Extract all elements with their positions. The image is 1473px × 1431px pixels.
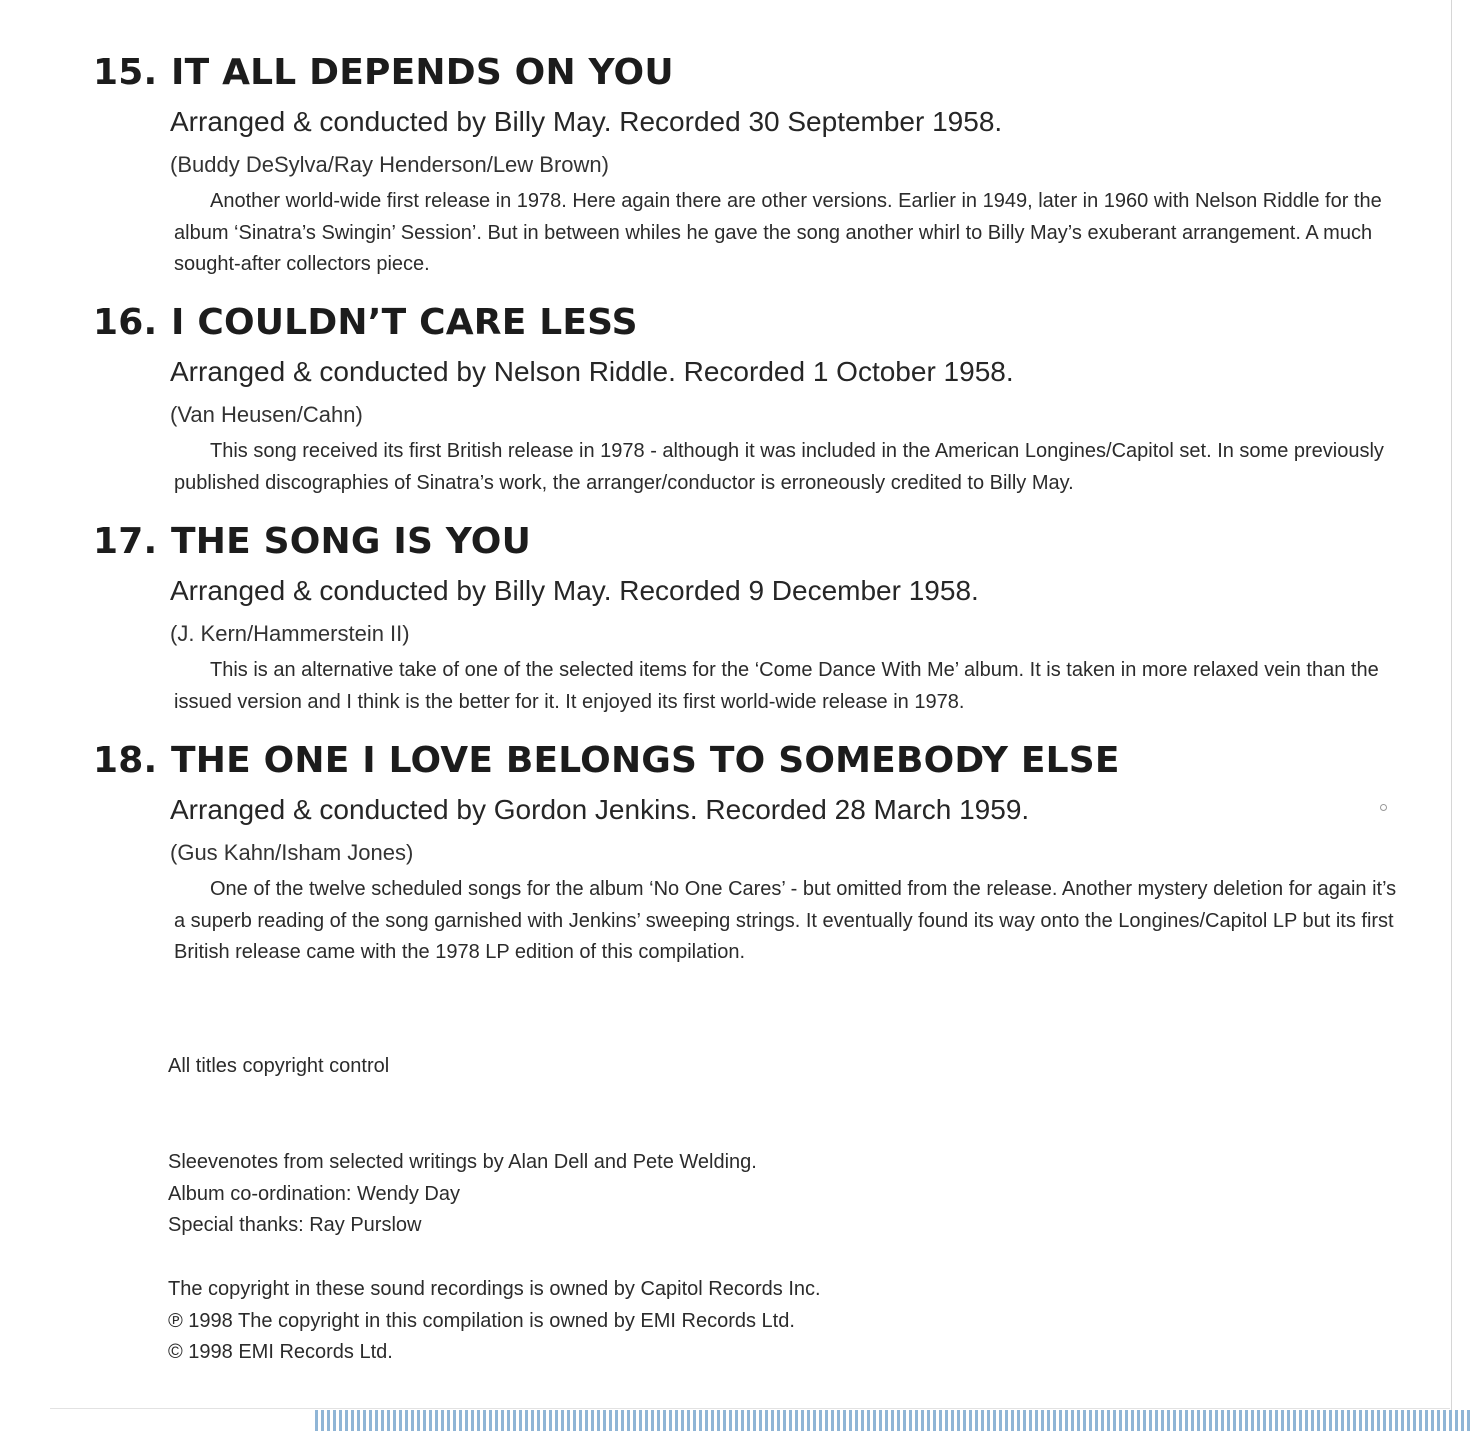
paper-speck bbox=[1380, 804, 1387, 811]
credits-block bbox=[168, 1147, 757, 1242]
track-number: 16. bbox=[93, 302, 158, 343]
credit-line: Sleevenotes from selected writings by Alan Dell and Pete Welding. bbox=[168, 1151, 757, 1173]
track-writers: (Gus Kahn/Isham Jones) bbox=[170, 840, 414, 865]
track-arranger-credit: Arranged & conducted by Billy May. Recorded 30 September 1958. bbox=[170, 106, 1003, 137]
track-writers: (J. Kern/Hammerstein II) bbox=[170, 621, 410, 646]
legal-line: The copyright in these sound recordings is owned by Capitol Records Inc. bbox=[168, 1278, 821, 1300]
track-note: This song received its first British release in 1978 - although it was included in the American Longines/Capitol set. In some previously published discographies of Sinatra’s work, the arranger/conductor is erroneously credited to Billy May. bbox=[174, 440, 1384, 494]
track-note: Another world-wide first release in 1978. Here again there are other versions. Earlier in 1949, later in 1960 with Nelson Riddle for the album ‘Sinatra’s Swingin’ Session’. But in between whiles he gave the song another whirl to Billy May’s exuberant arrangement. A much sought-after collectors piece. bbox=[174, 190, 1382, 275]
track-note: This is an alternative take of one of the selected items for the ‘Come Dance With Me’ album. It is taken in more relaxed vein than the issued version and I think is the better for it. It enjoyed its first world-wide release in 1978. bbox=[174, 659, 1379, 713]
track-arranger-credit: Arranged & conducted by Nelson Riddle. Recorded 1 October 1958. bbox=[170, 356, 1014, 387]
track-note: One of the twelve scheduled songs for the album ‘No One Cares’ - but omitted from the release. Another mystery deletion for again it’s a superb reading of the song garnished with Jenkins’ sweeping strings. It eventually found its way onto the Longines/Capitol LP but its first British release came with the 1978 LP edition of this compilation. bbox=[174, 878, 1397, 963]
decorative-stripe-band bbox=[315, 1410, 1473, 1431]
track-writers: (Buddy DeSylva/Ray Henderson/Lew Brown) bbox=[170, 152, 609, 177]
track-title: THE ONE I LOVE BELONGS TO SOMEBODY ELSE bbox=[171, 740, 1120, 781]
legal-line: ℗ 1998 The copyright in this compilation is owned by EMI Records Ltd. bbox=[168, 1309, 795, 1332]
track-number: 15. bbox=[93, 52, 158, 93]
track-heading bbox=[93, 52, 674, 93]
credit-line: Special thanks: Ray Purslow bbox=[168, 1214, 422, 1236]
track-arranger-credit: Arranged & conducted by Gordon Jenkins. Recorded 28 March 1959. bbox=[170, 794, 1030, 825]
copyright-control-text: All titles copyright control bbox=[168, 1055, 390, 1077]
legal-block bbox=[168, 1274, 821, 1369]
track-title: IT ALL DEPENDS ON YOU bbox=[171, 52, 674, 93]
track-number: 18. bbox=[93, 740, 158, 781]
credit-line: Album co-ordination: Wendy Day bbox=[168, 1182, 460, 1205]
copyright-control-note bbox=[168, 1051, 389, 1083]
track-title: I COULDN’T CARE LESS bbox=[171, 302, 638, 343]
track-arranger-credit: Arranged & conducted by Billy May. Recorded 9 December 1958. bbox=[170, 575, 979, 606]
track-title: THE SONG IS YOU bbox=[171, 521, 532, 562]
track-heading bbox=[93, 740, 1120, 781]
track-heading bbox=[93, 521, 531, 562]
track-writers: (Van Heusen/Cahn) bbox=[170, 402, 363, 427]
page-edge-bottom bbox=[50, 1408, 1450, 1409]
track-number: 17. bbox=[93, 521, 158, 562]
legal-line: © 1998 EMI Records Ltd. bbox=[168, 1341, 393, 1363]
track-heading bbox=[93, 302, 638, 343]
page-edge-right bbox=[1451, 0, 1452, 1410]
